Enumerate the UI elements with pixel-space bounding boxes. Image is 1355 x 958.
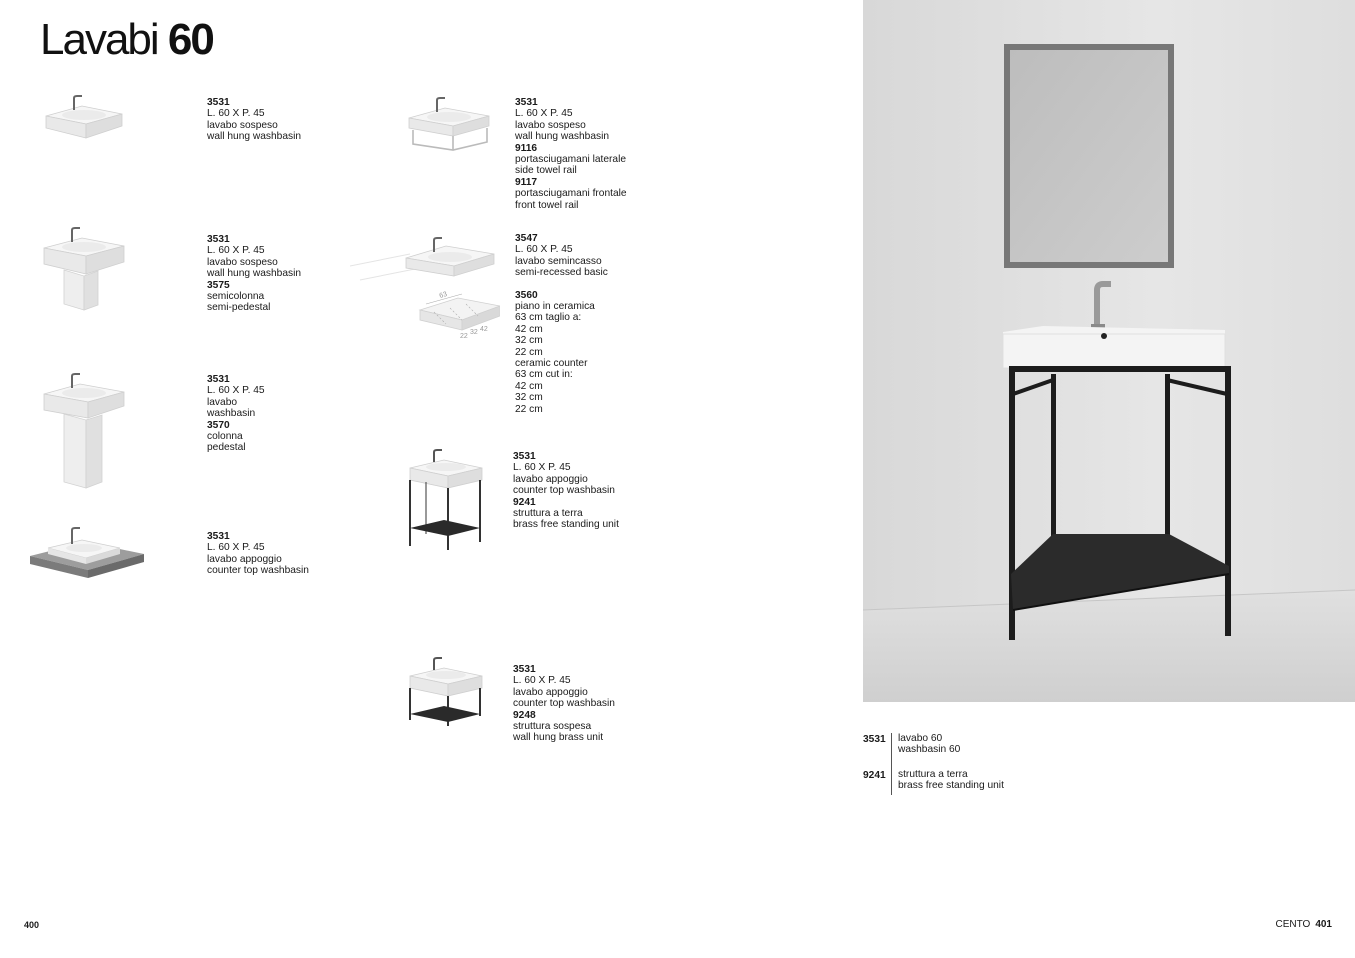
product-code: 9116 <box>515 142 538 154</box>
wall-hung-basin-image <box>40 92 130 144</box>
product-desc-line: wall hung brass unit <box>513 732 604 744</box>
basin-semi-pedestal-image <box>38 224 133 316</box>
product-code: 3531 <box>207 531 230 542</box>
product-desc-line: L. 60 X P. 45 <box>207 108 265 120</box>
legend-divider <box>891 733 892 795</box>
product-desc-line: 22 cm <box>515 346 543 358</box>
product-desc-line: 32 cm <box>515 335 543 347</box>
product-desc-line: L. 60 X P. 45 <box>513 675 571 687</box>
product-desc-line: lavabo sospeso <box>515 119 586 131</box>
title-light: Lavabi <box>40 15 158 64</box>
product-desc-line: side towel rail <box>515 165 577 177</box>
product-desc-line: 63 cm cut in: <box>515 369 573 381</box>
product-code: 3531 <box>207 374 230 385</box>
page-number-left: 400 <box>24 920 40 930</box>
product-code: 9117 <box>515 176 538 188</box>
counter-cut-42-label: 42 <box>480 326 488 333</box>
legend-code-1: 3531 <box>863 734 886 745</box>
product-desc-line: ceramic counter <box>515 358 588 370</box>
legend-text-1-line2: washbasin 60 <box>898 744 961 756</box>
product-desc-line: brass free standing unit <box>513 519 619 531</box>
product-desc-line: semi-pedestal <box>207 302 271 314</box>
product-code: 9241 <box>513 496 536 508</box>
product-code: 3531 <box>207 234 230 245</box>
product-desc-line: L. 60 X P. 45 <box>513 462 571 474</box>
mirror-glass <box>1010 50 1168 262</box>
product-desc-line: 22 cm <box>515 403 543 415</box>
product-desc-line: L. 60 X P. 45 <box>515 244 573 256</box>
legend-code-2: 9241 <box>863 770 886 781</box>
product-code: 3575 <box>207 279 230 291</box>
product-desc-line: lavabo appoggio <box>513 473 588 485</box>
page-number-right: 401 <box>1315 919 1332 930</box>
product-code: 3531 <box>515 97 538 108</box>
product-photo <box>863 0 1355 702</box>
basin-front <box>1003 334 1225 368</box>
page-footer-right <box>1275 919 1332 930</box>
page-title <box>40 14 213 66</box>
product-desc-line: washbasin <box>207 408 256 420</box>
product-desc-line: wall hung washbasin <box>207 268 302 280</box>
product-desc-line: lavabo sospeso <box>207 256 278 268</box>
product-desc-line: struttura a terra <box>513 508 583 520</box>
basin-on-counter-image <box>26 520 148 590</box>
product-desc-line: L. 60 X P. 45 <box>207 245 265 257</box>
brand-name: CENTO <box>1275 919 1311 930</box>
product-code: 3547 <box>515 233 538 244</box>
title-bold: 60 <box>167 15 213 64</box>
basin-wall-hung-unit-image <box>404 654 486 730</box>
basin-towel-rails-image <box>403 94 497 154</box>
product-desc-line: counter top washbasin <box>513 698 615 710</box>
product-code: 3531 <box>513 664 536 675</box>
product-desc-line: lavabo semincasso <box>515 255 602 267</box>
product-desc-line: 32 cm <box>515 392 543 404</box>
counter-cut-32-label: 32 <box>470 329 478 336</box>
product-desc-line: semicolonna <box>207 291 265 303</box>
product-desc-line: L. 60 X P. 45 <box>207 542 265 554</box>
product-desc-6 <box>515 233 608 415</box>
product-desc-line: wall hung washbasin <box>207 131 302 143</box>
legend-text-2 <box>898 769 1004 792</box>
product-desc-line: lavabo appoggio <box>207 553 282 565</box>
product-desc-line: counter top washbasin <box>513 485 615 497</box>
legend-text-2-line2: brass free standing unit <box>898 780 1004 792</box>
basin-pedestal-image <box>40 372 130 490</box>
product-desc-line: lavabo sospeso <box>207 119 278 131</box>
product-desc-1 <box>207 97 301 143</box>
product-desc-3 <box>207 374 265 454</box>
basin-free-standing-unit-image <box>404 448 486 552</box>
product-desc-7 <box>513 451 619 531</box>
product-desc-line: 42 cm <box>515 323 543 335</box>
product-desc-line: colonna <box>207 431 243 443</box>
product-desc-line: L. 60 X P. 45 <box>207 385 265 397</box>
product-desc-line: L. 60 X P. 45 <box>515 108 573 120</box>
product-desc-line: pedestal <box>207 442 246 454</box>
product-desc-line: piano in ceramica <box>515 301 595 313</box>
product-desc-8 <box>513 664 615 744</box>
product-desc-5 <box>515 97 627 211</box>
product-desc-line: counter top washbasin <box>207 565 309 577</box>
product-desc-line: 63 cm taglio a: <box>515 312 582 324</box>
product-code: 3570 <box>207 419 230 431</box>
product-code: 3531 <box>207 97 230 108</box>
semi-recessed-basin-counter-image <box>350 232 500 344</box>
product-desc-2 <box>207 234 301 314</box>
product-desc-line: struttura sospesa <box>513 721 592 733</box>
product-code: 3560 <box>515 289 538 301</box>
product-desc-line: semi-recessed basic <box>515 267 608 279</box>
counter-cut-22-label: 22 <box>460 333 468 340</box>
counter-length-label: 63 <box>438 291 449 300</box>
product-desc-line: wall hung washbasin <box>515 131 610 143</box>
product-desc-line: portasciugamani frontale <box>515 188 627 200</box>
legend-text-1 <box>898 733 960 756</box>
product-code: 3531 <box>513 451 536 462</box>
product-desc-line: 42 cm <box>515 380 543 392</box>
product-desc-line: lavabo <box>207 396 238 408</box>
legend-text-2-line1: struttura a terra <box>898 769 968 780</box>
product-desc-4 <box>207 531 309 577</box>
product-desc-line: front towel rail <box>515 199 579 211</box>
product-desc-line: portasciugamani laterale <box>515 154 626 166</box>
legend-text-1-line1: lavabo 60 <box>898 733 943 744</box>
product-desc-line: lavabo appoggio <box>513 686 588 698</box>
product-code: 9248 <box>513 709 536 721</box>
